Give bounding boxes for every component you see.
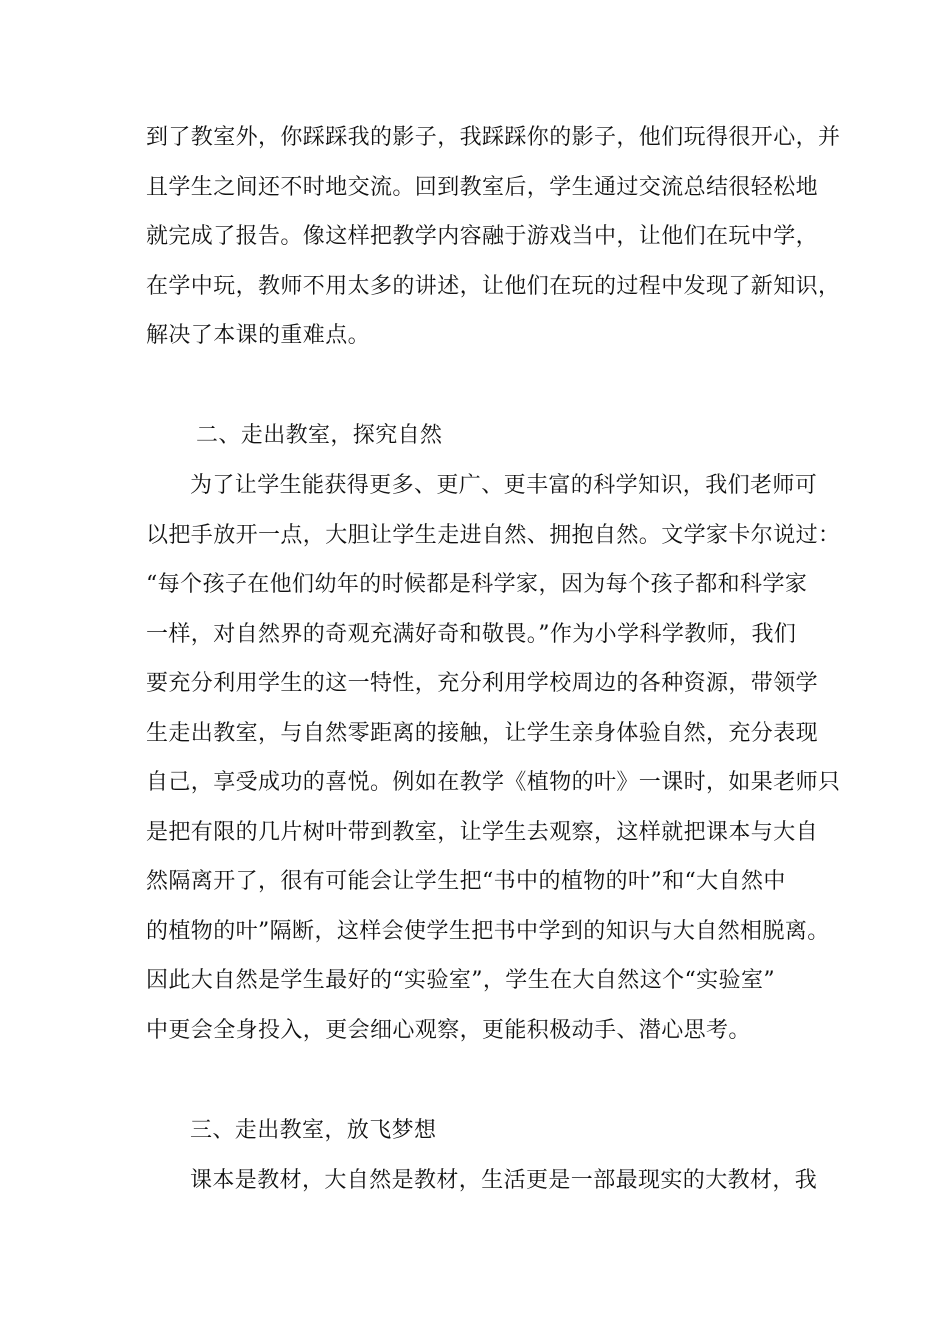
section-heading: 二、走出教室，探究自然 — [196, 423, 443, 448]
paragraph-line: 因此大自然是学生最好的“实验室”，学生在大自然这个“实验室” — [146, 968, 775, 993]
paragraph-line: 然隔离开了，很有可能会让学生把“书中的植物的叶”和“大自然中 — [146, 869, 786, 894]
paragraph-line: 到了教室外，你踩踩我的影子，我踩踩你的影子，他们玩得很开心，并 — [146, 125, 841, 150]
paragraph-line: 为了让学生能获得更多、更广、更丰富的科学知识，我们老师可 — [190, 473, 818, 498]
paragraph-line: 是把有限的几片树叶带到教室，让学生去观察，这样就把课本与大自 — [146, 820, 819, 845]
paragraph-line: 生走出教室，与自然零距离的接触，让学生亲身体验自然，充分表现 — [146, 721, 819, 746]
paragraph-line: 要充分利用学生的这一特性，充分利用学校周边的各种资源，带领学 — [146, 671, 819, 696]
paragraph-line: 就完成了报告。像这样把教学内容融于游戏当中，让他们在玩中学， — [146, 224, 819, 249]
paragraph-line: 在学中玩，教师不用太多的讲述，让他们在玩的过程中发现了新知识， — [146, 274, 841, 299]
paragraph-line: 一样，对自然界的奇观充满好奇和敬畏。”作为小学科学教师，我们 — [146, 622, 797, 647]
section-heading: 三、走出教室，放飞梦想 — [190, 1118, 437, 1143]
paragraph-line: 解决了本课的重难点。 — [146, 323, 371, 348]
paragraph-line: 且学生之间还不时地交流。回到教室后，学生通过交流总结很轻松地 — [146, 175, 819, 200]
paragraph-line: “每个孩子在他们幼年的时候都是科学家，因为每个孩子都和科学家 — [146, 572, 808, 597]
paragraph-line: 的植物的叶”隔断，这样会使学生把书中学到的知识与大自然相脱离。 — [146, 919, 830, 944]
paragraph-line: 课本是教材，大自然是教材，生活更是一部最现实的大教材，我 — [190, 1168, 818, 1193]
paragraph-line: 自己，享受成功的喜悦。例如在教学《植物的叶》一课时，如果老师只 — [146, 770, 841, 795]
paragraph-line: 中更会全身投入，更会细心观察，更能积极动手、潜心思考。 — [146, 1018, 751, 1043]
paragraph-line: 以把手放开一点，大胆让学生走进自然、拥抱自然。文学家卡尔说过： — [146, 523, 841, 548]
